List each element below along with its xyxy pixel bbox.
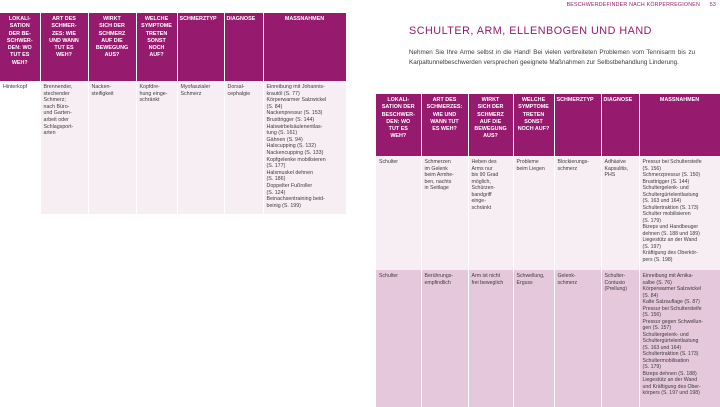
cell-line: schmerz bbox=[557, 279, 578, 286]
cell-line: Schultergürtelentlastung bbox=[642, 338, 699, 344]
cell-line: (S. 163 und 164) bbox=[642, 198, 682, 204]
cell-line: WEH? bbox=[11, 59, 28, 66]
page-number: 53 bbox=[709, 2, 716, 8]
left-table-header-row bbox=[0, 13, 346, 81]
cell-line: Probleme bbox=[516, 159, 539, 165]
cell-measures bbox=[639, 270, 720, 407]
right-table-header-row bbox=[376, 94, 720, 156]
cell-line: arbeit oder bbox=[43, 116, 69, 123]
cell-line: Brennender, bbox=[43, 84, 73, 90]
cell-line: Schlagsport- bbox=[43, 123, 74, 130]
cell-line: NOCH bbox=[148, 45, 165, 52]
cell-localisation bbox=[376, 156, 421, 270]
cell-line: Blockierungs- bbox=[557, 159, 589, 165]
cell-line: bandgriff bbox=[471, 191, 492, 198]
cell-line: MASSNAHMEN bbox=[659, 97, 700, 103]
cell-line: gen (S. 157) bbox=[642, 325, 672, 331]
cell-line: Dorsal- bbox=[227, 84, 245, 90]
header-pain-kind bbox=[554, 94, 601, 156]
cell-line: LOKALI- bbox=[387, 97, 410, 103]
cell-line: PHS bbox=[604, 172, 616, 178]
cell-line: BEWEGUNG bbox=[474, 126, 507, 133]
cell-line: ART DES bbox=[52, 16, 76, 22]
cell-line: Bizeps und Handbeuger bbox=[642, 224, 699, 230]
cell-line: WELCHE bbox=[144, 16, 169, 22]
cell-pain-type bbox=[421, 270, 468, 407]
cell-movement bbox=[88, 81, 136, 214]
intro-paragraph: Nehmen Sie Ihre Arme selbst in die Hand! Bei vielen verbreiteten Problemen vom Tennisarm bis zu Karpaltunnelbeschwerden versprechen geeignete Maßnahmen zur Selbstbehandlung Linderung. bbox=[409, 49, 695, 66]
cell-line: Pressur gegen Schwellun- bbox=[642, 318, 704, 325]
cell-line: Contusio bbox=[604, 279, 625, 286]
cell-line: beinig (S. 199) bbox=[266, 202, 301, 209]
cell-line: Pressur bei Schultersteife bbox=[642, 159, 702, 165]
cell-line: in Seitlage bbox=[424, 185, 449, 191]
table-row bbox=[0, 81, 346, 214]
cell-line: möglich, bbox=[471, 178, 491, 185]
cell-line: SYMPTOME bbox=[141, 23, 172, 30]
left-symptom-table bbox=[0, 13, 347, 214]
header-pain-type bbox=[40, 13, 88, 81]
right-symptom-table bbox=[376, 94, 720, 407]
cell-line: arten bbox=[43, 130, 56, 137]
running-head bbox=[567, 2, 716, 8]
cell-line: AUF? bbox=[149, 52, 164, 59]
cell-line: Nackencupping (S. 133) bbox=[266, 149, 324, 156]
cell-line: Schulter bbox=[379, 159, 399, 165]
cell-line: SATION bbox=[9, 23, 30, 30]
cell-line: (S. 186) bbox=[266, 176, 286, 183]
cell-line: schränkt bbox=[471, 204, 492, 211]
cell-line: SCHWER- bbox=[6, 37, 33, 44]
cell-line: Kapsulitis, bbox=[604, 165, 629, 172]
cell-line: Heben des bbox=[471, 159, 497, 165]
cell-line: AUS? bbox=[104, 52, 120, 59]
cell-line: Schmerzpressur (S. 150) bbox=[642, 172, 701, 178]
cell-line: (S. 84) bbox=[642, 292, 659, 299]
cell-diagnosis bbox=[601, 156, 639, 270]
cell-line: Schürzen- bbox=[471, 185, 496, 191]
cell-movement bbox=[468, 156, 513, 270]
cell-line: stechender bbox=[43, 90, 70, 97]
cell-pain-kind bbox=[554, 156, 601, 270]
cell-line: WELCHE bbox=[521, 97, 546, 103]
cell-line: Arms nur bbox=[471, 165, 493, 172]
cell-line: Schwellung, bbox=[516, 273, 545, 279]
cell-symptoms bbox=[513, 156, 554, 270]
header-movement bbox=[468, 94, 513, 156]
cell-line: Schultertraktion (S. 173) bbox=[642, 204, 699, 211]
cell-line: WIE UND bbox=[432, 111, 457, 118]
cell-line: AUF DIE bbox=[101, 37, 123, 44]
cell-line: empfindlich bbox=[424, 279, 451, 286]
cell-line: UND WANN bbox=[49, 37, 79, 44]
cell-line: WEH? bbox=[56, 52, 72, 59]
cell-line: DIAGNOSE bbox=[226, 16, 256, 22]
cell-line: steifigkeit bbox=[91, 90, 114, 97]
cell-line: ben, nachts bbox=[424, 178, 452, 185]
cell-line: frei beweglich bbox=[471, 279, 504, 286]
cell-line: (S. 156) bbox=[642, 312, 661, 318]
cell-movement bbox=[468, 270, 513, 407]
cell-line: (S. 179) bbox=[642, 364, 661, 370]
cell-line: (S. 163 und 164) bbox=[642, 344, 682, 351]
cell-measures bbox=[639, 156, 720, 270]
cell-line: MASSNAHMEN bbox=[284, 16, 325, 22]
cell-line: tung (S. 161) bbox=[266, 130, 298, 137]
cell-line: krautöl (S. 77) bbox=[266, 90, 300, 97]
header-symptoms bbox=[513, 94, 554, 156]
cell-line: Schultergürtelentlastung bbox=[642, 191, 699, 198]
cell-line: TRETEN bbox=[145, 30, 168, 37]
cell-line: Doppelter Fußroller bbox=[266, 182, 313, 189]
cell-line: BEWEGUNG bbox=[95, 45, 129, 52]
cell-line: Kalte Salzauflage (S. 87) bbox=[642, 299, 700, 305]
cell-line: Brusttrigger (S. 144) bbox=[266, 116, 315, 123]
cell-line: schränkt bbox=[139, 97, 160, 104]
cell-line: SCHMERZES: bbox=[426, 104, 463, 111]
cell-line: Schulter- bbox=[604, 273, 626, 279]
cell-line: (S. 84) bbox=[266, 103, 283, 110]
cell-line: schmerz bbox=[557, 165, 578, 172]
cell-line: nach Büro- bbox=[43, 103, 70, 110]
cell-measures bbox=[263, 81, 346, 214]
cell-line: Schultertraktion (S. 173) bbox=[642, 351, 699, 357]
cell-line: LOKALI- bbox=[8, 16, 31, 22]
cell-line: Schmerz; bbox=[43, 97, 66, 104]
cell-line: Schmerz bbox=[180, 90, 202, 97]
table-row bbox=[376, 156, 720, 270]
cell-line: Gelenk- bbox=[557, 273, 576, 279]
cell-line: SICH DER bbox=[477, 104, 504, 111]
cell-line: SATION DER bbox=[381, 104, 415, 111]
cell-line: DEN: WO bbox=[7, 45, 32, 52]
cell-line: (S. 156) bbox=[642, 165, 661, 172]
cell-line: dehnen (S. 188 und 189) bbox=[642, 230, 700, 237]
cell-line: Berührungs- bbox=[424, 273, 454, 279]
cell-line: (S. 197) bbox=[642, 243, 661, 250]
cell-line: einge- bbox=[471, 198, 486, 204]
cell-line: ZES: WIE bbox=[52, 30, 76, 37]
cell-line: SCHMERZ bbox=[477, 111, 504, 118]
cell-line: Kräftigung des Oberkör- bbox=[642, 250, 698, 256]
cell-line: SONST bbox=[147, 37, 166, 44]
cell-line: Körperwarmer Salzwickel bbox=[266, 97, 327, 104]
cell-line: SCHMERZ bbox=[98, 30, 126, 37]
cell-line: Liegestütz an der Wand bbox=[642, 377, 698, 383]
cell-line: Beinachsentraining beid- bbox=[266, 196, 325, 203]
header-pain-kind bbox=[177, 13, 224, 81]
header-diagnosis bbox=[224, 13, 263, 81]
cell-line: SICH DER bbox=[99, 23, 125, 30]
running-head-title: BESCHWERDEFINDER NACH KÖRPERREGIONEN bbox=[566, 2, 701, 8]
cell-line: NOCH AUF? bbox=[517, 126, 550, 133]
cell-line: und Kräftigung des Ober- bbox=[642, 383, 701, 390]
cell-line: Schultermobilisation bbox=[642, 357, 689, 364]
cell-line: Schulter bbox=[379, 273, 399, 279]
cell-line: bis 90 Grad bbox=[471, 172, 499, 178]
cell-line: körpers (S. 197 und 198) bbox=[642, 390, 700, 396]
cell-line: AUS? bbox=[483, 133, 498, 140]
cell-line: SONST bbox=[524, 118, 543, 125]
cell-line: Halsmuskel dehnen bbox=[266, 169, 314, 176]
cell-line: Bizeps dehnen (S. 188) bbox=[642, 370, 697, 377]
cell-line: Schultergelenk- und bbox=[642, 331, 689, 338]
cell-line: und Garten- bbox=[43, 110, 72, 117]
cell-line: Brusttrigger (S. 144) bbox=[642, 178, 690, 185]
cell-line: Hinterkopf bbox=[3, 84, 28, 90]
header-measures bbox=[639, 94, 720, 156]
cell-line: Myofaszialer bbox=[180, 84, 211, 90]
cell-line: AUF DIE bbox=[479, 118, 502, 125]
cell-line: SCHMER- bbox=[51, 23, 77, 30]
cell-line: Schmerzen bbox=[424, 159, 451, 165]
cell-line: beim Liegen bbox=[516, 165, 545, 172]
cell-line: Halswirbelsäulenentlas- bbox=[266, 123, 323, 130]
cell-line: Körperwarmer Salzwickel bbox=[642, 286, 702, 292]
cell-localisation bbox=[376, 270, 421, 407]
cell-line: Kopfdre- bbox=[139, 84, 160, 90]
cell-line: ES WEH? bbox=[432, 126, 457, 133]
header-localisation bbox=[0, 13, 40, 81]
cell-line: Arm ist nicht bbox=[471, 273, 501, 279]
cell-diagnosis bbox=[601, 270, 639, 407]
cell-pain-type bbox=[421, 156, 468, 270]
cell-line: TUT ES bbox=[388, 126, 408, 133]
cell-line: pers (S. 198) bbox=[642, 256, 673, 263]
left-page bbox=[0, 0, 346, 407]
cell-line: TUT ES bbox=[10, 52, 30, 59]
cell-line: Nackenpressur (S. 153) bbox=[266, 110, 323, 117]
cell-pain-kind bbox=[177, 81, 224, 214]
cell-line: Gähnen (S. 94) bbox=[266, 136, 303, 143]
cell-line: SCHMERZTYP bbox=[556, 97, 594, 103]
cell-diagnosis bbox=[224, 81, 263, 214]
cell-line: DIAGNOSE bbox=[603, 97, 633, 103]
cell-line: ART DES bbox=[432, 97, 457, 103]
cell-line: salbe (S. 76) bbox=[642, 279, 672, 286]
cell-line: Einreibung mit Arnika- bbox=[642, 273, 694, 279]
cell-line: (Prellung) bbox=[604, 286, 627, 292]
cell-line: WEH? bbox=[390, 133, 407, 140]
cell-line: TUT ES bbox=[54, 45, 74, 52]
header-movement bbox=[88, 13, 136, 81]
cell-line: WIRKT bbox=[481, 97, 500, 103]
cell-localisation bbox=[0, 81, 40, 214]
header-measures bbox=[263, 13, 346, 81]
cell-line: Schultergelenk- und bbox=[642, 185, 689, 191]
cell-line: SYMPTOME bbox=[518, 104, 549, 111]
header-diagnosis bbox=[601, 94, 639, 156]
table-row bbox=[376, 270, 720, 407]
cell-line: DER BE- bbox=[8, 30, 31, 37]
cell-symptoms bbox=[136, 81, 177, 214]
cell-line: SCHMERZTYP bbox=[179, 16, 217, 22]
cell-line: hung einge- bbox=[139, 90, 168, 97]
header-localisation bbox=[376, 94, 421, 156]
cell-pain-kind bbox=[554, 270, 601, 407]
cell-line: Erguss bbox=[516, 279, 533, 286]
cell-line: Adhäsive bbox=[604, 159, 626, 165]
cell-line: WIRKT bbox=[103, 16, 121, 22]
cell-symptoms bbox=[513, 270, 554, 407]
cell-pain-type bbox=[40, 81, 88, 214]
cell-line: Kopfgelenke mobilisieren bbox=[266, 156, 326, 163]
cell-line: Schulter mobilisieren bbox=[642, 211, 691, 217]
cell-line: (S. 179) bbox=[642, 217, 661, 224]
header-pain-type bbox=[421, 94, 468, 156]
cell-line: (S. 177) bbox=[266, 163, 286, 170]
header-symptoms bbox=[136, 13, 177, 81]
cell-line: BESCHWER- bbox=[381, 111, 415, 118]
cell-line: (S. 124) bbox=[266, 189, 286, 196]
cell-line: Pressur bei Schultersteife bbox=[642, 305, 702, 312]
section-title: SCHULTER, ARM, ELLENBOGEN UND HAND bbox=[409, 25, 652, 37]
cell-line: TRETEN bbox=[522, 111, 545, 118]
cell-line: WANN TUT bbox=[430, 118, 459, 125]
cell-line: im Gelenk bbox=[424, 165, 448, 172]
cell-line: Liegestütz an der Wand bbox=[642, 237, 698, 243]
cell-line: DEN: WO bbox=[386, 118, 411, 125]
cell-line: beim Armhe- bbox=[424, 172, 454, 178]
cell-line: Einreibung mit Johannis- bbox=[266, 84, 325, 90]
cell-line: Nacken- bbox=[91, 84, 112, 90]
cell-line: cephalgie bbox=[227, 90, 251, 97]
cell-line: Halscupping (S. 132) bbox=[266, 143, 316, 150]
